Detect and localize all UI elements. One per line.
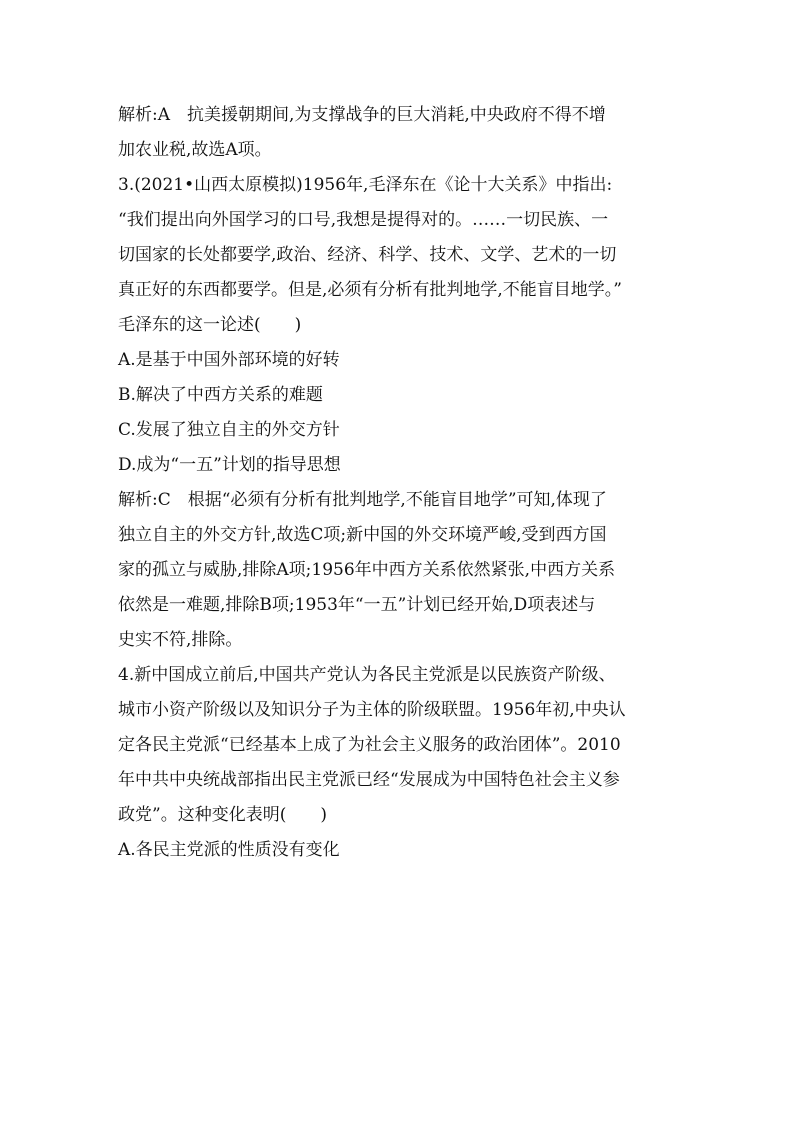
question-4-stem-line-3: 定各民主党派“已经基本上成了为社会主义服务的政治团体”。2010 [118, 735, 621, 755]
question-4-option-a: A.各民主党派的性质没有变化 [118, 840, 340, 860]
answer-explanation-3-line-5: 史实不符,排除。 [118, 630, 243, 650]
question-3-option-c: C.发展了独立自主的外交方针 [118, 420, 340, 440]
question-3-option-a: A.是基于中国外部环境的好转 [118, 350, 340, 370]
question-4-stem-line-5: 政党”。这种变化表明( ) [118, 805, 327, 825]
answer-explanation-2-line-2: 加农业税,故选A项。 [118, 140, 272, 160]
document-body [118, 98, 688, 868]
answer-explanation-3-line-4: 依然是一难题,排除B项;1953年“一五”计划已经开始,D项表述与 [118, 595, 596, 615]
question-3-stem-line-3: 切国家的长处都要学,政治、经济、科学、技术、文学、艺术的一切 [118, 245, 617, 265]
question-3-stem-line-2: “我们提出向外国学习的口号,我想是提得对的。……一切民族、一 [118, 210, 609, 230]
question-3-stem-line-5: 毛泽东的这一论述( ) [118, 315, 302, 335]
answer-explanation-3-line-2: 独立自主的外交方针,故选C项;新中国的外交环境严峻,受到西方国 [118, 525, 607, 545]
question-3-option-b: B.解决了中西方关系的难题 [118, 385, 323, 405]
question-3-option-d: D.成为“一五”计划的指导思想 [118, 455, 341, 475]
question-3-stem-line-1: 3.(2021•山西太原模拟)1956年,毛泽东在《论十大关系》中指出: [118, 175, 613, 195]
question-4-stem-line-2: 城市小资产阶级以及知识分子为主体的阶级联盟。1956年初,中央认 [118, 700, 626, 720]
question-4-stem-line-1: 4.新中国成立前后,中国共产党认为各民主党派是以民族资产阶级、 [118, 665, 616, 685]
answer-explanation-3-line-1: 解析:C 根据“必须有分析有批判地学,不能盲目地学”可知,体现了 [118, 490, 607, 510]
question-4-stem-line-4: 年中共中央统战部指出民主党派已经“发展成为中国特色社会主义参 [118, 770, 620, 790]
answer-explanation-3-line-3: 家的孤立与威胁,排除A项;1956年中西方关系依然紧张,中西方关系 [118, 560, 616, 580]
question-3-stem-line-4: 真正好的东西都要学。但是,必须有分析有批判地学,不能盲目地学。” [118, 280, 622, 300]
answer-explanation-2-line-1: 解析:A 抗美援朝期间,为支撑战争的巨大消耗,中央政府不得不增 [118, 105, 606, 125]
